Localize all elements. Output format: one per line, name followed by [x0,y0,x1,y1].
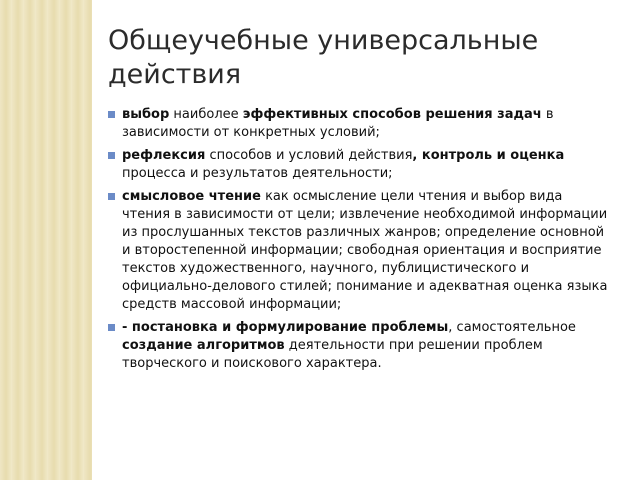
bullet-text-segment: смысловое чтение [122,189,261,204]
bullet-text-segment: создание алгоритмов [122,338,285,353]
bullet-text-segment: - постановка и формулирование проблемы [122,320,449,335]
bullet-item [108,319,614,373]
bullet-item [108,147,614,183]
bullet-list [108,106,614,378]
bullet-item [108,188,614,314]
bullet-item [108,106,614,142]
bullet-text-segment: способов и условий действия [205,148,413,163]
slide [92,0,640,480]
bullet-text-segment: в зависимости от конкретных условий; [122,107,554,140]
bullet-text-segment: эффективных способов решения задач [242,107,542,122]
slide-title: Общеучебные универсальные действия [108,25,539,90]
bullet-text-segment: наиболее [169,107,243,122]
bullet-text-segment: как осмысление цели чтения и выбор вида чтения в зависимости от цели; извлечение необходимой информации из прослушанных текстов различных жанров; определение основной и второстепенной информации; свободная ориентация и восприятие текстов художественного, научного, публицистического и официально-делового стилей; понимание и адекватная оценка языка средств массовой информации; [122,189,608,312]
bullet-text-segment: деятельности при решении проблем творческого и поискового характера. [122,338,543,371]
bullet-text-segment: процесса и результатов деятельности; [122,166,393,181]
bullet-text-segment: выбор [122,107,170,122]
bullet-text-segment: , контроль и оценка [412,148,565,163]
decorative-left-band [0,0,93,480]
bullet-text-segment: рефлексия [122,148,206,163]
bullet-text-segment: , самостоятельное [448,320,576,335]
